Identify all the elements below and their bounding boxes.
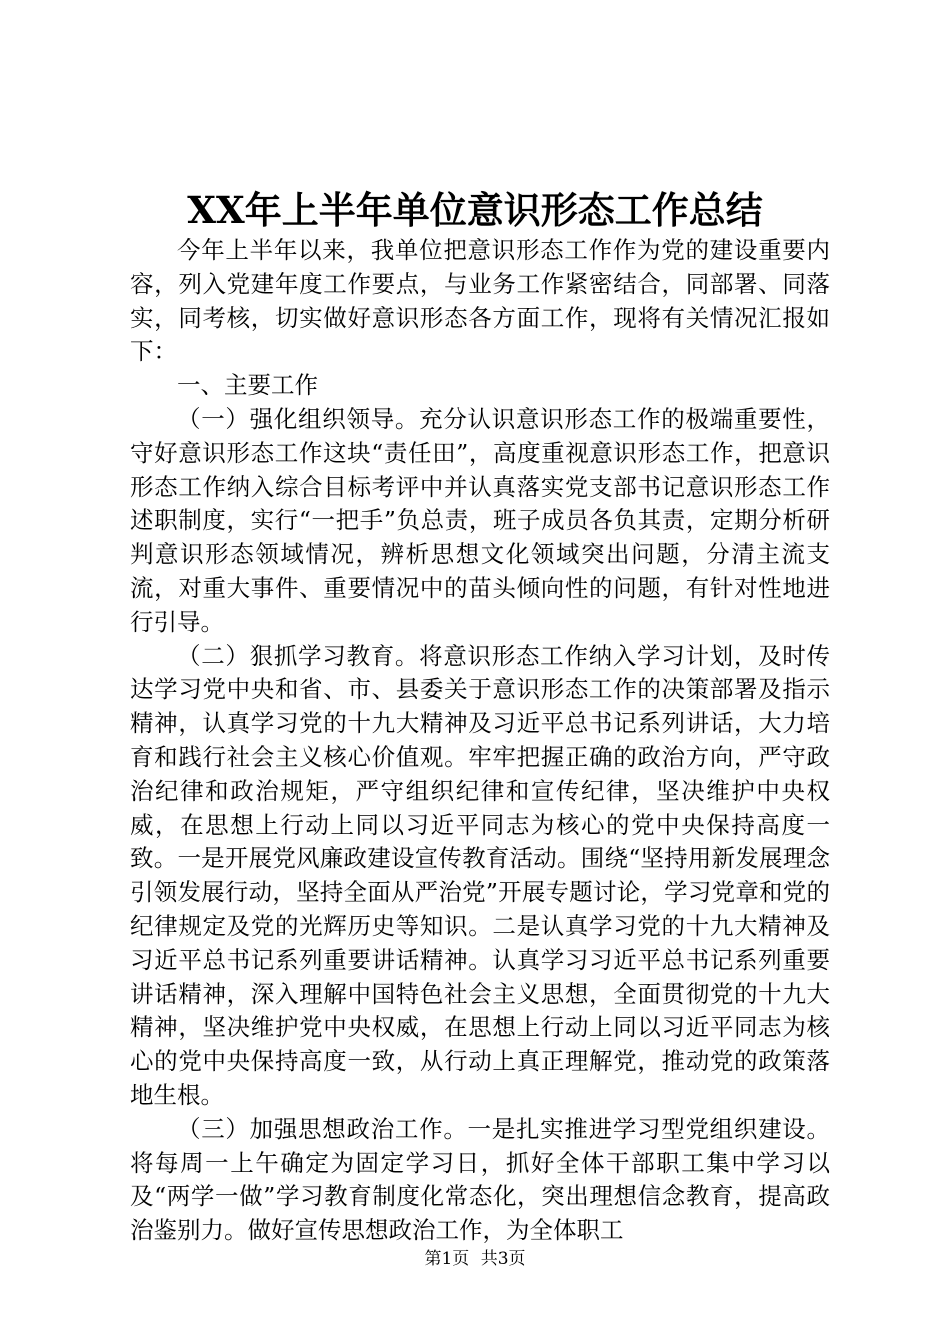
intro-paragraph: 今年上半年以来，我单位把意识形态工作作为党的建设重要内容，列入党建年度工作要点，与业务工作紧密结合，同部署、同落实，同考核，切实做好意识形态各方面工作，现将有关情况汇报如下： bbox=[130, 236, 830, 366]
page-number-current: 第1页 bbox=[424, 1249, 470, 1269]
page-number-total: 共3页 bbox=[480, 1249, 526, 1269]
page-footer bbox=[0, 1248, 950, 1270]
section-heading: 一、主要工作 bbox=[177, 371, 318, 400]
document-body bbox=[130, 234, 830, 1248]
paragraph-study-education: （二）狠抓学习教育。将意识形态工作纳入学习计划，及时传达学习党中央和省、市、县委关于意识形态工作的决策部署及指示精神，认真学习党的十九大精神及习近平总书记系列讲话，大力培育和践行社会主义核心价值观。牢牢把握正确的政治方向，严守政治纪律和政治规矩，严守组织纪律和宣传纪律，坚决维护中央权威，在思想上行动上同以习近平同志为核心的党中央保持高度一致。一是开展党风廉政建设宣传教育活动。围绕“坚持用新发展理念引领发展行动，坚持全面从严治党”开展专题讨论，学习党章和党的纪律规定及党的光辉历史等知识。二是认真学习党的十九大精神及习近平总书记系列重要讲话精神。认真学习习近平总书记系列重要讲话精神，深入理解中国特色社会主义思想，全面贯彻党的十九大精神，坚决维护党中央权威，在思想上行动上同以习近平同志为核心的党中央保持高度一致，从行动上真正理解党，推动党的政策落地生根。 bbox=[130, 641, 830, 1109]
document-title: XX年上半年单位意识形态工作总结 bbox=[187, 188, 763, 232]
paragraph-ideological-work: （三）加强思想政治工作。一是扎实推进学习型党组织建设。将每周一上午确定为固定学习日，抓好全体干部职工集中学习以及“两学一做”学习教育制度化常态化，突出理想信念教育，提高政治鉴别力。做好宣传思想政治工作，为全体职工 bbox=[130, 1114, 830, 1245]
paragraph-organization-leadership: （一）强化组织领导。充分认识意识形态工作的极端重要性，守好意识形态工作这块“责任田”，高度重视意识形态工作，把意识形态工作纳入综合目标考评中并认真落实党支部书记意识形态工作述职制度，实行“一把手”负总责，班子成员各负其责，定期分析研判意识形态领域情况，辨析思想文化领域突出问题，分清主流支流，对重大事件、重要情况中的苗头倾向性的问题，有针对性地进行引导。 bbox=[130, 404, 830, 636]
